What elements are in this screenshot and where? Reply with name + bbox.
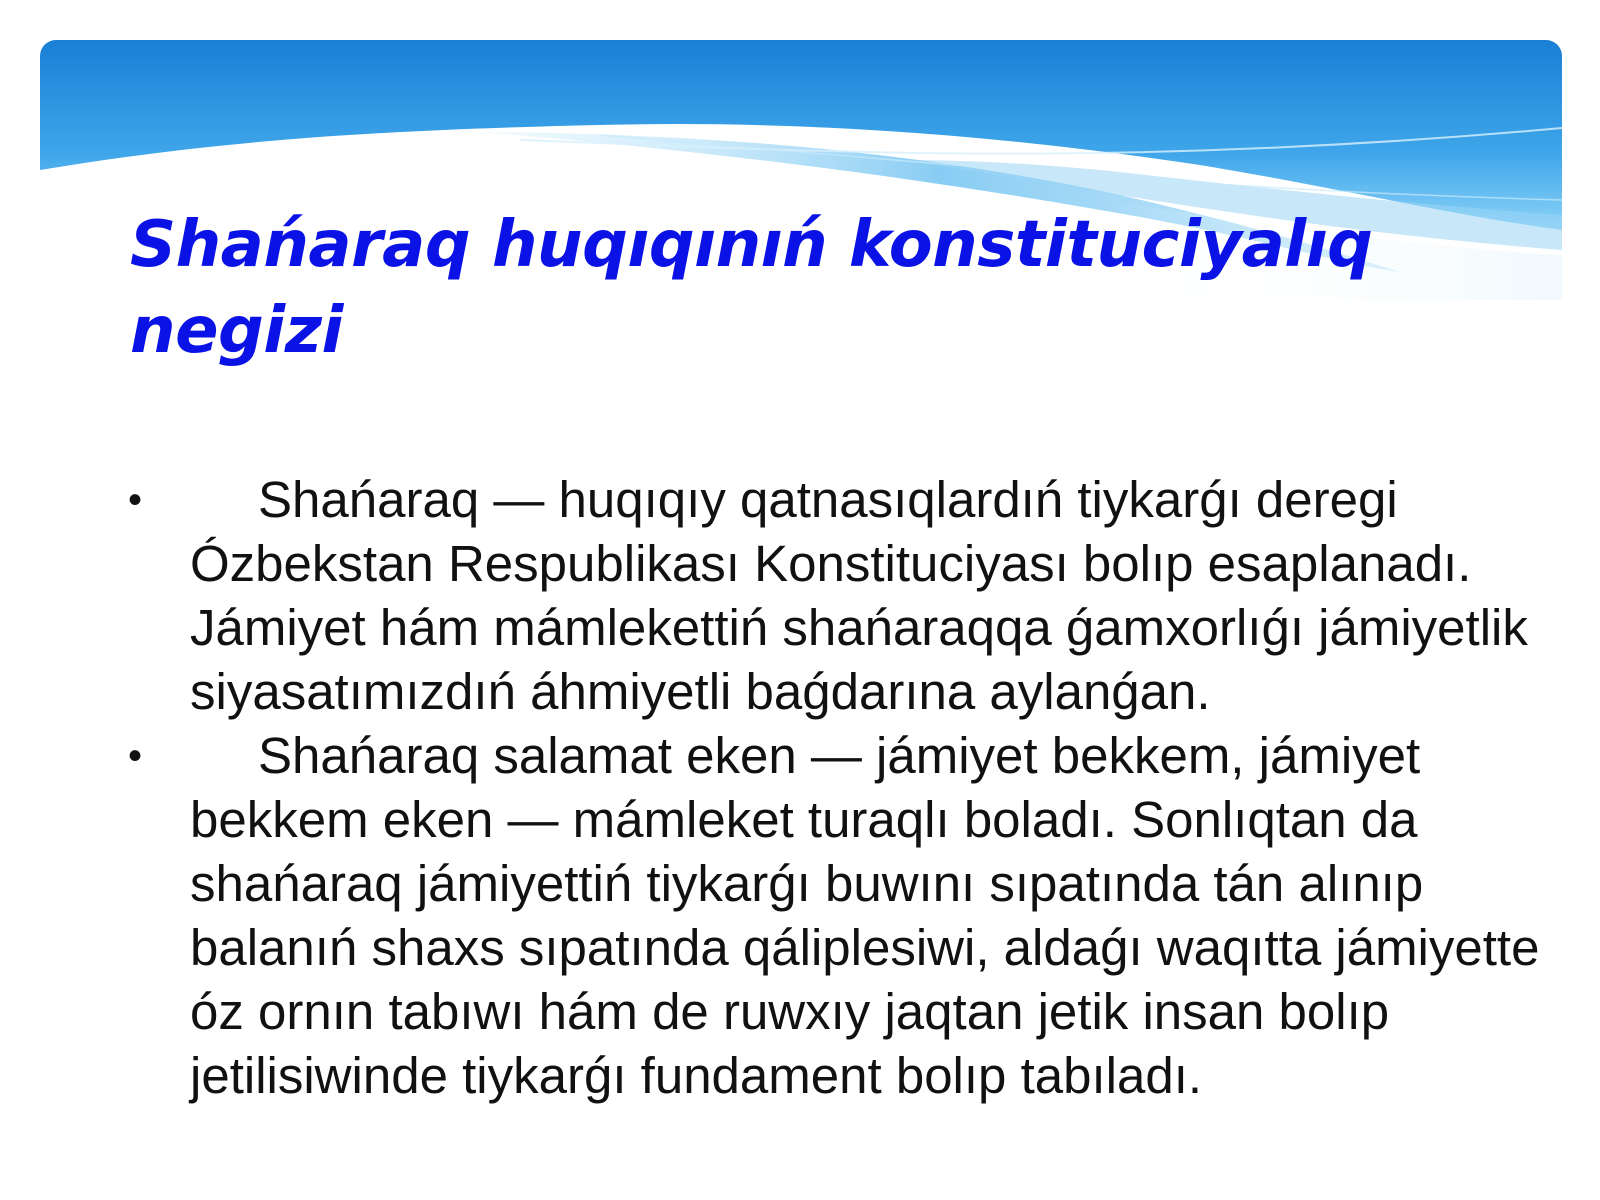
list-item	[128, 724, 1568, 1108]
bullet-list	[128, 468, 1568, 1108]
bullet-dot-icon: •	[128, 734, 143, 778]
list-item	[128, 468, 1568, 724]
bullet-text: Shańaraq salamat eken — jámiyet bekkem, jámiyet bekkem eken — mámleket turaqlı boladı. Sonlıqtan da shańaraq jámiyettiń tiykarǵı buwını sıpatında tán alınıp balanıń shaxs sıpatında qáliplesiwi, aldaǵı waqıtta jámiyette óz ornın tabıwı hám de ruwxıy jaqtan jetik insan bolıp jetilisiwinde tiykarǵı fundament bolıp tabıladı.	[190, 727, 1540, 1104]
slide-title: Shańaraq huqıqınıń konstituciyalıq negizi	[130, 208, 1373, 368]
bullet-dot-icon: •	[128, 478, 143, 522]
bullet-text: Shańaraq — huqıqıy qatnasıqlardıń tiykarǵı deregi Ózbekstan Respublikası Konstituciyası bolıp esaplanadı. Jámiyet hám mámlekettiń shańaraqqa ǵamxorlıǵı jámiyetlik siyasatımızdıń áhmiyetli baǵdarına aylanǵan.	[190, 471, 1528, 720]
